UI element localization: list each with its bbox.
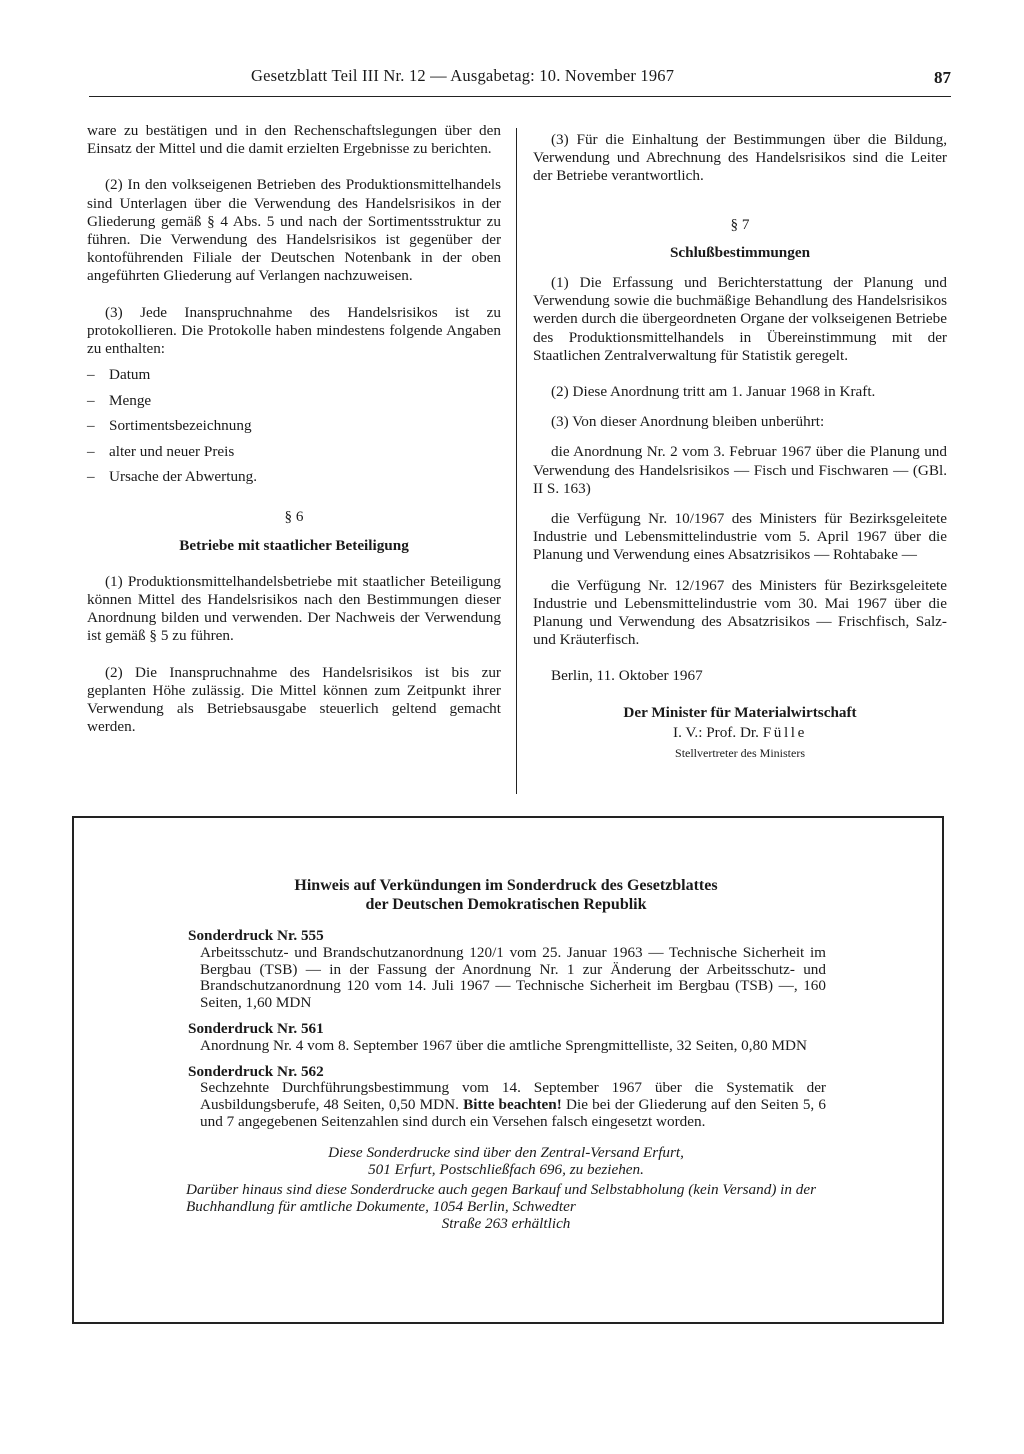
notice-entry-head: Sonderdruck Nr. 555 (188, 927, 324, 944)
unaffected-item-1: die Anordnung Nr. 2 vom 3. Februar 1967 über die Planung und Verwendung des Handelsrisikos — Fisch und Fischwaren — (GBl. II S. 163) (533, 443, 947, 497)
right-column (533, 131, 947, 762)
notice-entry-head: Sonderdruck Nr. 562 (188, 1062, 324, 1080)
notice-title-line-2: der Deutschen Demokratischen Republik (365, 896, 647, 913)
notice-entry-body: Arbeitsschutz- und Brandschutzanordnung 120/1 vom 25. Januar 1963 — Technische Sicherheit im Bergbau (TSB) — in der Fassung der Anordnung Nr. 1 zur Änderung der Arbeitsschutz- und Brandschutzanordnung 120 vom 14. Juli 1967 — Technische Sicherheit im Bergbau (TSB) —, 160 Seiten, 1,60 MDN (200, 943, 826, 1012)
deputy-name: Fülle (762, 723, 807, 741)
notice-entry-body-a: Sechzehnte Durchführungsbestimmung vom 14. September 1967 über die Systematik der Ausbildungsberufe, 48 Seiten, 0,50 MDN. (200, 1079, 826, 1114)
page-number: 87 (934, 68, 951, 87)
page-header (89, 62, 951, 97)
section-7-title: Schlußbestimmungen (669, 243, 811, 261)
notice-content (186, 876, 826, 1233)
notice-pickup-last-line: Straße 263 erhältlich (441, 1214, 571, 1232)
section-7-number: § 7 (730, 215, 750, 233)
header-title: Gesetzblatt Teil III Nr. 12 — Ausgabetag: 10. November 1967 (251, 66, 675, 85)
notice-order-line-1: Diese Sonderdrucke sind über den Zentral-Versand Erfurt, (328, 1143, 684, 1161)
signature-role: Stellvertreter des Ministers (675, 746, 805, 761)
unaffected-item-3: die Verfügung Nr. 12/1967 des Ministers für Bezirksgeleitete Industrie und Lebensmittelindustrie vom 30. Mai 1967 über die Planung und Verwendung des Absatzrisikos — Frischfisch, Salz- und Kräuterfisch. (533, 576, 947, 649)
section-6-paragraph-1: (1) Produktionsmittelhandelsbetriebe mit staatlicher Beteiligung können Mittel des Handelsrisikos nach den Bestimmungen dieser Anordnung bilden und verwenden. Der Nachweis der Verwendung ist gemäß § 5 zu führen. (87, 572, 501, 645)
signature-title: Der Minister für Materialwirtschaft (623, 703, 857, 721)
protocol-items-list (87, 366, 501, 486)
signature-deputy (533, 724, 947, 742)
section-6-title: Betriebe mit staatlicher Beteiligung (179, 536, 409, 554)
list-item: – Ursache der Abwertung. (87, 468, 501, 486)
section-7-paragraph-2: (2) Diese Anordnung tritt am 1. Januar 1968 in Kraft. (551, 383, 876, 401)
unaffected-item-2: die Verfügung Nr. 10/1967 des Ministers für Bezirksgeleitete Industrie und Lebensmittelindustrie vom 5. April 1967 über die Planung und Verwendung eines Absatzrisikos — Rohtabake — (533, 510, 947, 564)
list-item: – alter und neuer Preis (87, 443, 501, 461)
column-divider (516, 128, 517, 794)
list-item: – Menge (87, 392, 501, 410)
section-6-paragraph-2: (2) Die Inanspruchnahme des Handelsrisikos ist bis zur geplanten Höhe zulässig. Die Mittel können zum Zeitpunkt ihrer Verwendung als Betriebsausgabe steuerlich geltend gemacht werden. (87, 663, 501, 736)
section-6-number: § 6 (284, 508, 304, 526)
paragraph-responsibility: (3) Für die Einhaltung der Bestimmungen über die Bildung, Verwendung und Abrechnung des Handelsrisikos sind die Leiter der Betriebe verantwortlich. (533, 131, 947, 185)
paragraph-2: (2) In den volkseigenen Betrieben des Produktionsmittelhandels sind Unterlagen über die Verwendung des Handelsrisikos in der Gliederung gemäß § 4 Abs. 5 und nach der Sortimentsstruktur zu führen. Die Verwendung des Handelsrisikos ist gegenüber der kontoführenden Filiale der Deutschen Notenbank in der oben angeführten Gliederung auf Verlangen nachzuweisen. (87, 176, 501, 285)
notice-entry-body (200, 1080, 826, 1130)
section-7-paragraph-3: (3) Von dieser Anordnung bleiben unberührt: (551, 413, 825, 431)
section-7-paragraph-1: (1) Die Erfassung und Berichterstattung der Planung und Verwendung sowie die buchmäßige Behandlung des Handelsrisikos werden durch die übergeordneten Organe der volkseigenen Betriebe des Produktionsmittelhandels in Übereinstimmung mit der Staatlichen Zentralverwaltung für Statistik geregelt. (533, 274, 947, 364)
paragraph-3: (3) Jede Inanspruchnahme des Handelsrisikos ist zu protokollieren. Die Protokolle haben mindestens folgende Angaben zu enthalten: (87, 303, 501, 358)
notice-entry-body-b: Die bei der Gliederung auf den Seiten 5, 6 und 7 angegebenen Seitenzahlen sind durch ein Versehen falsch eingesetzt worden. (200, 1096, 827, 1130)
left-column (87, 122, 501, 736)
notice-attention: Bitte beachten! (463, 1096, 562, 1114)
place-date: Berlin, 11. Oktober 1967 (551, 667, 703, 685)
paragraph-continuation: ware zu bestätigen und in den Rechenschaftslegungen über den Einsatz der Mittel und die damit erzielten Ergebnisse zu berichten. (87, 122, 501, 158)
deputy-prefix: I. V.: Prof. Dr. (673, 723, 759, 741)
notice-entry-head: Sonderdruck Nr. 561 (188, 1019, 324, 1037)
notice-title-line-1: Hinweis auf Verkündungen im Sonderdruck des Gesetzblattes (294, 877, 718, 894)
notice-pickup-text: Darüber hinaus sind diese Sonderdrucke auch gegen Barkauf und Selbstabholung (kein Versand) in der Buchhandlung für amtliche Dokumente, 1054 Berlin, Schwedter (186, 1181, 817, 1216)
special-print-notice-box (72, 816, 944, 1324)
notice-order-line-2: 501 Erfurt, Postschließfach 696, zu beziehen. (368, 1160, 644, 1178)
list-item: – Sortimentsbezeichnung (87, 417, 501, 435)
list-item: – Datum (87, 366, 501, 384)
notice-entry-body: Anordnung Nr. 4 vom 8. September 1967 über die amtliche Sprengmittelliste, 32 Seiten, 0,80 MDN (200, 1036, 807, 1054)
